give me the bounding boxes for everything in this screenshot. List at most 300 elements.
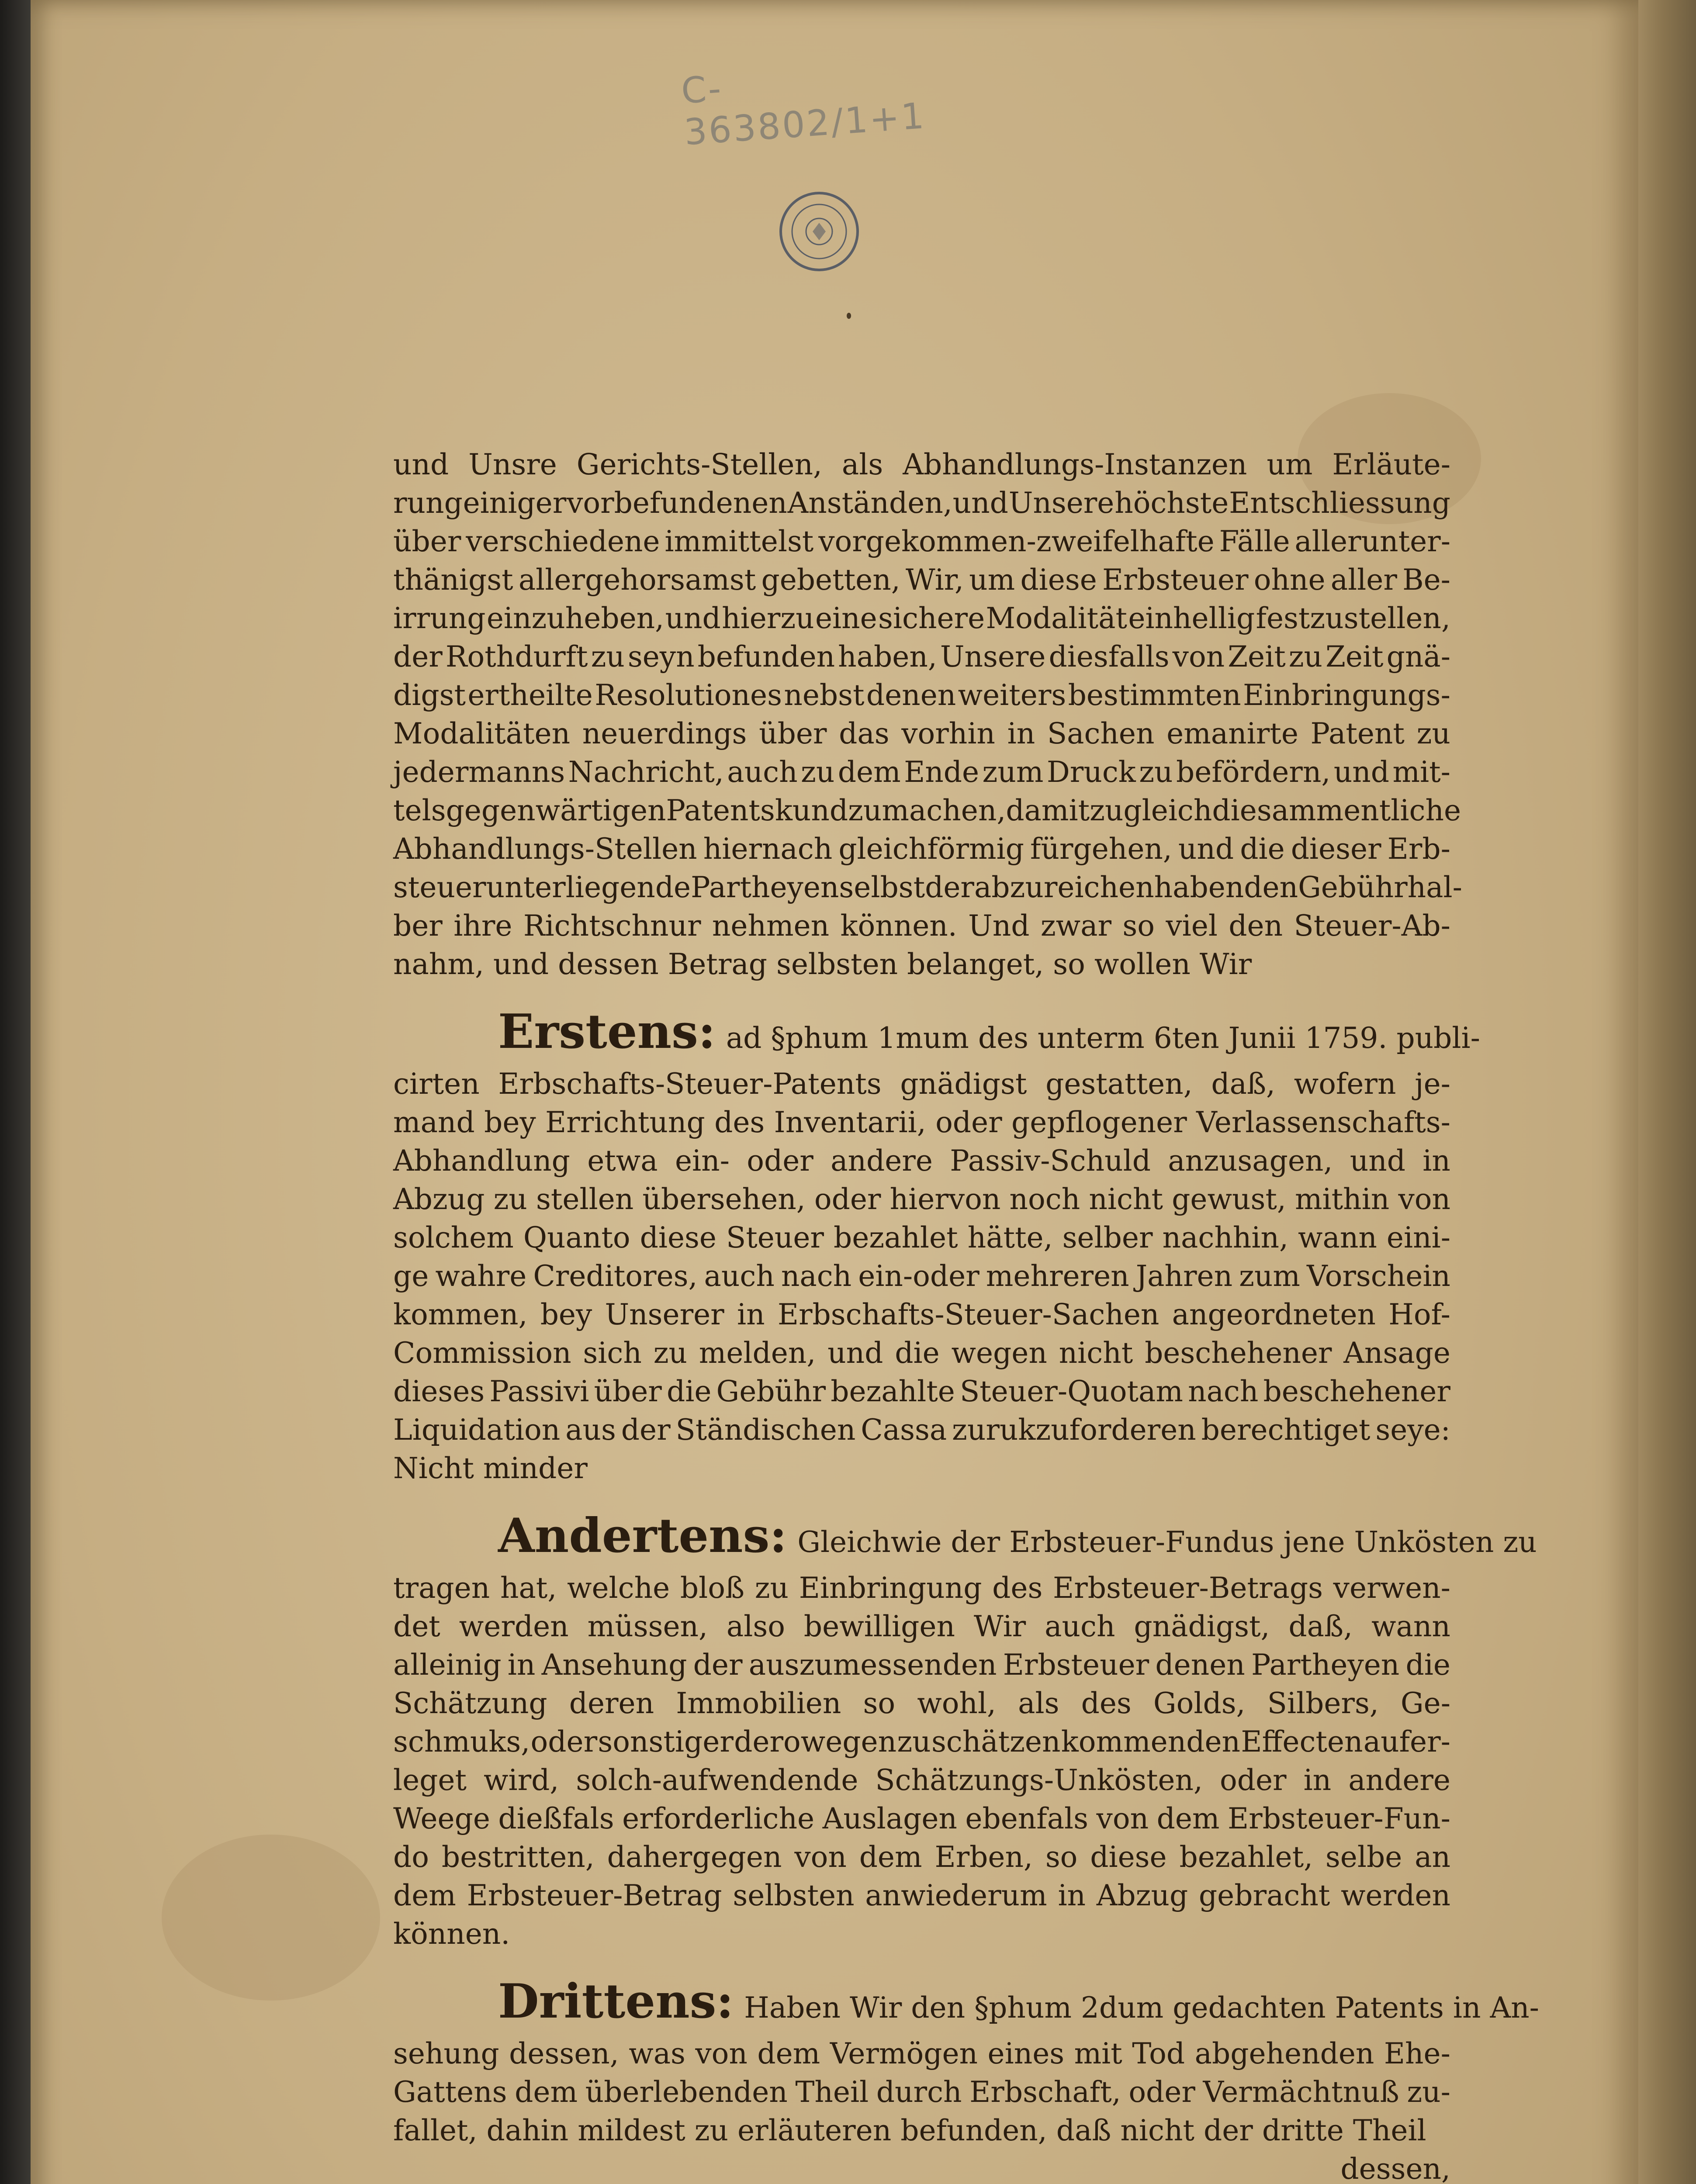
text-line: [393, 1257, 1450, 1296]
word: abgehenden: [1194, 2037, 1374, 2070]
word: Ende: [904, 755, 980, 789]
word: Weege: [393, 1802, 490, 1835]
text-line: [393, 676, 1450, 715]
word: ihre: [453, 909, 512, 943]
word: bestritten,: [441, 1840, 595, 1874]
word: Wir,: [905, 563, 964, 597]
word: aus: [565, 1413, 616, 1447]
word: Abhandlungs-Instanzen: [903, 448, 1247, 481]
word: von: [794, 1840, 847, 1874]
word: do: [393, 1840, 429, 1874]
word: wofern: [1294, 1067, 1396, 1101]
word: Quanto: [523, 1221, 630, 1254]
text-line: [393, 1838, 1450, 1876]
text-line: [393, 907, 1450, 945]
word: festzustellen,: [1256, 601, 1450, 635]
text-line: [393, 1723, 1450, 1761]
word: Zeit: [1326, 640, 1384, 674]
word: dem: [859, 1840, 922, 1874]
word: kommen,: [393, 1298, 528, 1331]
word: aller: [1330, 563, 1397, 597]
word: habenden: [1154, 871, 1298, 904]
word: Anständen,: [787, 486, 952, 520]
word: Cassa: [861, 1413, 947, 1447]
word: hätte,: [967, 1221, 1053, 1254]
line-text: ad §phum 1mum des unterm 6ten Junii 1759. publi-: [726, 1021, 1480, 1055]
word: diese: [640, 1221, 716, 1254]
word: Einbringung: [799, 1571, 982, 1605]
word: und: [665, 601, 721, 635]
word: gewust,: [1172, 1182, 1286, 1216]
text-line: [393, 1915, 1450, 1953]
word: Nachricht,: [568, 755, 724, 789]
word: schätzen: [931, 1725, 1061, 1759]
word: nach: [781, 1259, 852, 1293]
word: stellen: [536, 1182, 634, 1216]
word: der: [693, 1648, 743, 1682]
word: beschehener: [1145, 1336, 1332, 1370]
word: Gerichts-Stellen,: [576, 448, 822, 481]
word: Erbschafts-Steuer-Sachen: [777, 1298, 1160, 1331]
word: zwar: [1040, 909, 1112, 943]
word: werden: [459, 1610, 569, 1643]
text-line: [393, 599, 1450, 638]
text-line: [393, 1334, 1450, 1372]
word: dem: [393, 1879, 456, 1912]
word: gnädigst,: [1134, 1610, 1270, 1643]
word: zu: [591, 640, 625, 674]
ink-dot: [847, 313, 851, 319]
word: die: [1212, 794, 1257, 827]
word: in: [737, 1298, 765, 1331]
word: des: [992, 1571, 1043, 1605]
word: fürgehen,: [1030, 832, 1172, 866]
word: Unsre: [468, 448, 557, 481]
text-line: [393, 830, 1450, 868]
word: verschiedene: [466, 525, 660, 558]
word: allerunter-: [1294, 525, 1450, 558]
word: diese: [1090, 1840, 1167, 1874]
word: dieses: [393, 1375, 485, 1408]
word: des: [714, 1106, 765, 1139]
word: überlebenden: [585, 2075, 788, 2109]
word: Theil: [795, 2075, 869, 2109]
word: Creditores,: [533, 1259, 698, 1293]
word: Erbsteuer-Betrags: [1053, 1571, 1323, 1605]
word: die: [1240, 832, 1285, 866]
word: thänigst: [393, 563, 513, 597]
word: Resolutiones: [595, 678, 782, 712]
word: hal-: [1407, 871, 1462, 904]
word: dieser: [1291, 832, 1381, 866]
word: nehmen: [712, 909, 830, 943]
text-line: [393, 1296, 1450, 1334]
document-text: [393, 446, 1539, 2184]
word: Gattens: [393, 2075, 507, 2109]
word: mit-: [1392, 755, 1450, 789]
word: beschehener: [1263, 1375, 1450, 1408]
word: Ständischen: [675, 1413, 856, 1447]
word: die: [895, 1336, 940, 1370]
word: wann: [1371, 1610, 1450, 1643]
word: müssen,: [587, 1610, 708, 1643]
word: Richtschnur: [523, 909, 701, 943]
word: seye:: [1375, 1413, 1450, 1447]
library-seal-icon: [778, 190, 861, 273]
word: nebst: [784, 678, 865, 712]
word: über: [759, 717, 827, 750]
word: cirten: [393, 1067, 480, 1101]
word: nicht: [1059, 1336, 1133, 1370]
word: Ansehung: [541, 1648, 687, 1682]
word: eini-: [1386, 1221, 1450, 1254]
word: Hof-: [1388, 1298, 1450, 1331]
word: Erb-: [1387, 832, 1450, 866]
word: wann: [1298, 1221, 1377, 1254]
word: hat,: [500, 1571, 557, 1605]
word: derowegen: [734, 1725, 897, 1759]
word: noch: [1009, 1182, 1080, 1216]
word: wahre: [435, 1259, 527, 1293]
word: ein-oder: [858, 1259, 980, 1293]
word: werden: [1341, 1879, 1450, 1912]
text-line: [393, 1219, 1450, 1257]
word: und: [1333, 755, 1390, 789]
word: Schätzung: [393, 1686, 547, 1720]
word: weiters: [958, 678, 1066, 712]
word: oder: [530, 1725, 598, 1759]
word: Tod: [1132, 2037, 1185, 2070]
word: von: [1172, 640, 1225, 674]
word: ohne: [1253, 563, 1326, 597]
word: und: [1178, 832, 1234, 866]
word: sich: [583, 1336, 642, 1370]
word: auch: [727, 755, 798, 789]
word: Ehe-: [1384, 2037, 1450, 2070]
word: ber: [393, 909, 443, 943]
text-line: [393, 1761, 1450, 1800]
word: selbst: [839, 871, 925, 904]
text-line: [393, 1607, 1450, 1646]
word: bezahlte: [831, 1375, 955, 1408]
word: dessen,: [509, 2037, 619, 2070]
word: erforderliche: [622, 1802, 815, 1835]
line-text: können.: [393, 1917, 510, 1951]
word: Errichtung: [545, 1106, 705, 1139]
word: andere: [1348, 1763, 1450, 1797]
word: anzusagen,: [1168, 1144, 1333, 1178]
word: eines: [987, 2037, 1065, 2070]
word: denen: [866, 678, 956, 712]
word: solchem: [393, 1221, 514, 1254]
word: und: [952, 486, 1008, 520]
catchword: dessen,: [1340, 2152, 1450, 2184]
word: bezahlet,: [1179, 1840, 1313, 1874]
word: tels: [393, 794, 446, 827]
text-line: [393, 1142, 1450, 1180]
word: Schätzungs-Unkösten,: [875, 1763, 1203, 1797]
text-line: [393, 561, 1450, 599]
word: Ge-: [1400, 1686, 1450, 1720]
text-line: [393, 638, 1450, 676]
word: über: [594, 1375, 662, 1408]
word: die: [666, 1375, 712, 1408]
line-text: Nicht minder: [393, 1451, 588, 1485]
word: diese: [1020, 563, 1097, 597]
word: det: [393, 1610, 440, 1643]
word: mithin: [1294, 1182, 1390, 1216]
word: den: [1229, 909, 1283, 943]
word: Patents: [666, 794, 775, 827]
word: Commission: [393, 1336, 571, 1370]
word: Abhandlung: [393, 1144, 570, 1178]
section-erstens: [393, 1004, 1480, 1488]
scan-background-left: [0, 0, 31, 2184]
word: zu: [493, 1182, 527, 1216]
word: zugleich: [1090, 794, 1212, 827]
word: schmuks,: [393, 1725, 530, 1759]
section-andertens: [393, 1508, 1537, 1953]
text-line: [393, 1646, 1450, 1684]
word: Entschliessung: [1229, 486, 1450, 520]
text-line: [393, 1974, 1539, 2035]
word: oder: [747, 1144, 813, 1178]
word: durch: [876, 2075, 962, 2109]
word: einzuheben,: [486, 601, 665, 635]
shelfmark-top: C-363802/1+1: [680, 68, 927, 154]
word: eine: [815, 601, 877, 635]
word: anwiederum: [865, 1879, 1047, 1912]
word: sichere: [878, 601, 985, 635]
text-line: [393, 1411, 1450, 1449]
word: zu: [1139, 755, 1173, 789]
word: mit: [1074, 2037, 1122, 2070]
word: Liquidation: [393, 1413, 561, 1447]
word: Erbsteuer-Betrag: [467, 1879, 722, 1912]
text-line: [393, 1684, 1450, 1723]
text-line: [393, 1372, 1450, 1411]
word: in: [1007, 717, 1035, 750]
word: Druck: [1046, 755, 1136, 789]
word: wird,: [484, 1763, 559, 1797]
word: solch-aufwendende: [576, 1763, 858, 1797]
word: irrung: [393, 601, 486, 635]
word: sonstiger: [598, 1725, 734, 1759]
word: zurukzuforderen: [952, 1413, 1196, 1447]
word: so: [1045, 1840, 1078, 1874]
word: selbe: [1325, 1840, 1402, 1874]
word: Steuer-Quotam: [959, 1375, 1183, 1408]
word: so: [863, 1686, 896, 1720]
word: denen: [1155, 1648, 1245, 1682]
word: befördern,: [1176, 755, 1331, 789]
word: deren: [569, 1686, 654, 1720]
word: ebenfals: [965, 1802, 1089, 1835]
word: zum: [1239, 1259, 1301, 1293]
word: vorgekommen-zweifelhafte: [818, 525, 1215, 558]
word: der: [621, 1413, 671, 1447]
word: Steuer-Ab-: [1294, 909, 1450, 943]
word: als: [1018, 1686, 1059, 1720]
word: bey: [484, 1106, 536, 1139]
word: Fälle: [1219, 525, 1290, 558]
word: der: [925, 871, 974, 904]
word: zu: [897, 1725, 931, 1759]
word: einiger: [463, 486, 567, 520]
text-line: [393, 1508, 1537, 1569]
word: von: [1398, 1182, 1450, 1216]
word: allergehorsamst: [518, 563, 756, 597]
section-drittens: [393, 1974, 1539, 2150]
word: sehung: [393, 2037, 499, 2070]
word: selbsten: [733, 1879, 855, 1912]
word: gepflogener: [1011, 1106, 1187, 1139]
word: können.: [840, 909, 957, 943]
word: Golds,: [1153, 1686, 1246, 1720]
word: jedermanns: [393, 755, 565, 789]
word: zu: [1416, 717, 1450, 750]
word: was: [629, 2037, 685, 2070]
word: hierzu: [722, 601, 814, 635]
word: oder: [1128, 2075, 1195, 2109]
text-line: [393, 945, 1450, 984]
word: zu: [653, 1336, 687, 1370]
word: berechtiget: [1201, 1413, 1371, 1447]
word: Patent: [1310, 717, 1405, 750]
word: Gebühr: [1298, 871, 1408, 904]
word: Verlassenschafts-: [1196, 1106, 1450, 1139]
word: Erbschaft,: [969, 2075, 1121, 2109]
word: sammentliche: [1256, 794, 1461, 827]
word: zu: [755, 1571, 789, 1605]
word: rung: [393, 486, 463, 520]
word: kommenden: [1061, 1725, 1241, 1759]
word: vorbefundenen: [567, 486, 787, 520]
word: Und: [968, 909, 1030, 943]
word: daß,: [1211, 1067, 1276, 1101]
line-text: nahm, und dessen Betrag selbsten belanget, so wollen Wir: [393, 947, 1252, 981]
word: Erbsteuer-Fun-: [1227, 1802, 1450, 1835]
word: über: [393, 525, 461, 558]
word: gebetten,: [761, 563, 900, 597]
word: nicht: [1089, 1182, 1163, 1216]
word: Unserer: [605, 1298, 724, 1331]
text-line: [393, 1103, 1450, 1142]
word: diesfalls: [1049, 640, 1170, 674]
section-heading: Erstens:: [498, 1004, 716, 1059]
word: auszumessenden: [748, 1648, 997, 1682]
word: machen,: [882, 794, 1006, 827]
word: Erbsteuer: [1102, 563, 1249, 597]
word: verwen-: [1333, 1571, 1450, 1605]
word: Unsere: [1008, 486, 1115, 520]
word: Erläute-: [1332, 448, 1450, 481]
line-text: Gleichwie der Erbsteuer-Fundus jene Unkösten zu: [797, 1525, 1537, 1559]
word: nachhin,: [1162, 1221, 1288, 1254]
word: auch: [1045, 1610, 1115, 1643]
word: ein-: [675, 1144, 730, 1178]
text-line: [393, 1180, 1450, 1219]
word: dem: [838, 755, 901, 789]
word: abzureichen: [974, 871, 1154, 904]
word: befunden: [697, 640, 835, 674]
word: Abhandlungs-Stellen: [393, 832, 697, 866]
word: einhellig: [1128, 601, 1255, 635]
word: gebracht: [1198, 1879, 1330, 1912]
text-line: [393, 522, 1450, 561]
word: ge: [393, 1259, 429, 1293]
word: seyn: [627, 640, 695, 674]
word: des: [1081, 1686, 1132, 1720]
word: um: [1267, 448, 1313, 481]
word: und: [1350, 1144, 1405, 1178]
word: in: [1303, 1763, 1332, 1797]
word: Rothdurft: [445, 640, 588, 674]
word: gestatten,: [1045, 1067, 1193, 1101]
word: dießfals: [498, 1802, 614, 1835]
word: tragen: [393, 1571, 490, 1605]
word: bloß: [680, 1571, 745, 1605]
word: dahergegen: [607, 1840, 782, 1874]
catchword-line: [393, 2150, 1450, 2184]
word: welche: [567, 1571, 670, 1605]
word: Einbringungs-: [1243, 678, 1450, 712]
word: Abzug: [1096, 1879, 1188, 1912]
word: Modalität: [986, 601, 1128, 635]
intro-paragraph: [393, 446, 1462, 984]
text-line: [393, 1569, 1450, 1607]
word: Wir: [973, 1610, 1026, 1643]
text-line: [393, 1876, 1450, 1915]
word: kund: [775, 794, 848, 827]
word: damit: [1006, 794, 1090, 827]
text-line: [393, 2035, 1450, 2073]
word: auch: [704, 1259, 775, 1293]
word: Abzug: [393, 1182, 485, 1216]
word: also: [726, 1610, 785, 1643]
text-line: [393, 715, 1450, 753]
text-line: [393, 446, 1450, 484]
word: zu: [848, 794, 882, 827]
word: Silbers,: [1267, 1686, 1379, 1720]
word: nach: [1188, 1375, 1259, 1408]
text-line: [393, 1004, 1480, 1065]
word: in: [1423, 1144, 1450, 1178]
text-line: [393, 791, 1461, 830]
word: Partheyen: [691, 871, 839, 904]
word: bey: [540, 1298, 592, 1331]
word: bewilligen: [803, 1610, 955, 1643]
word: mehreren: [986, 1259, 1129, 1293]
next-page-edge: [1638, 0, 1696, 2184]
word: bestimmten: [1068, 678, 1241, 712]
word: aufer-: [1363, 1725, 1450, 1759]
word: gnädigst: [900, 1067, 1027, 1101]
word: ertheilte: [467, 678, 593, 712]
word: angeordneten: [1172, 1298, 1376, 1331]
word: dem: [757, 2037, 820, 2070]
word: neuerdings: [582, 717, 747, 750]
word: Sachen: [1047, 717, 1155, 750]
word: daß,: [1288, 1610, 1353, 1643]
word: zu-: [1407, 2075, 1450, 2109]
word: Zeit: [1228, 640, 1286, 674]
word: Auslagen: [822, 1802, 957, 1835]
word: hiervon: [890, 1182, 1001, 1216]
text-line: [393, 753, 1450, 791]
text-line: [393, 1065, 1450, 1103]
word: viel: [1166, 909, 1218, 943]
